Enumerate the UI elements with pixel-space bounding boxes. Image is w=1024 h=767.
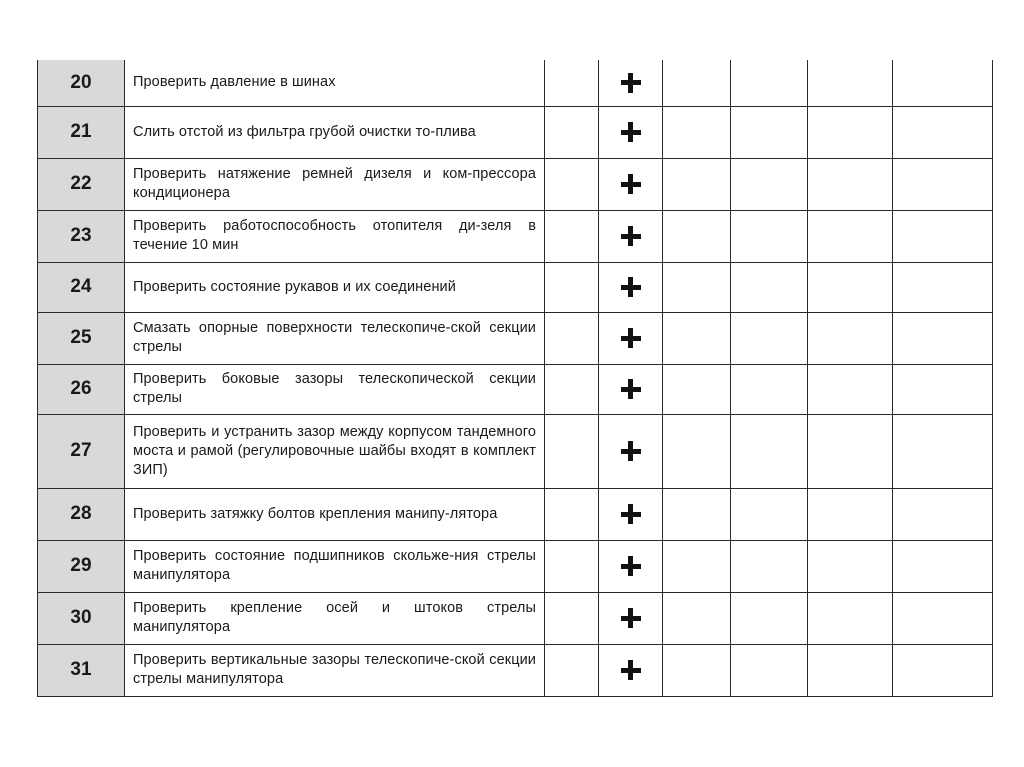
empty-cell xyxy=(545,210,599,262)
empty-cell xyxy=(663,364,731,414)
check-mark-cell xyxy=(599,488,663,540)
check-mark-cell xyxy=(599,312,663,364)
empty-cell xyxy=(545,644,599,696)
table-row xyxy=(38,106,993,158)
empty-cell xyxy=(731,312,808,364)
empty-cell xyxy=(808,414,893,488)
task-description: Проверить боковые зазоры телескопической секции стрелы xyxy=(125,364,545,414)
table-row xyxy=(38,414,993,488)
plus-icon xyxy=(621,73,641,93)
empty-cell xyxy=(893,414,993,488)
empty-cell xyxy=(808,488,893,540)
empty-cell xyxy=(663,312,731,364)
table-row xyxy=(38,488,993,540)
empty-cell xyxy=(663,60,731,106)
empty-cell xyxy=(893,60,993,106)
task-description: Смазать опорные поверхности телескопиче-ской секции стрелы xyxy=(125,312,545,364)
table-row xyxy=(38,312,993,364)
empty-cell xyxy=(663,644,731,696)
row-number: 24 xyxy=(38,262,125,312)
plus-icon xyxy=(621,608,641,628)
empty-cell xyxy=(731,210,808,262)
empty-cell xyxy=(731,262,808,312)
row-number: 22 xyxy=(38,158,125,210)
task-description: Проверить работоспособность отопителя ди-зеля в течение 10 мин xyxy=(125,210,545,262)
plus-icon xyxy=(621,174,641,194)
plus-icon xyxy=(621,441,641,461)
empty-cell xyxy=(663,414,731,488)
empty-cell xyxy=(893,312,993,364)
empty-cell xyxy=(545,364,599,414)
check-mark-cell xyxy=(599,414,663,488)
empty-cell xyxy=(731,158,808,210)
check-mark-cell xyxy=(599,592,663,644)
empty-cell xyxy=(893,592,993,644)
row-number: 20 xyxy=(38,60,125,106)
empty-cell xyxy=(893,488,993,540)
check-mark-cell xyxy=(599,540,663,592)
maintenance-checklist-table xyxy=(37,60,993,697)
empty-cell xyxy=(663,592,731,644)
row-number: 27 xyxy=(38,414,125,488)
empty-cell xyxy=(893,106,993,158)
row-number: 23 xyxy=(38,210,125,262)
empty-cell xyxy=(893,262,993,312)
empty-cell xyxy=(545,592,599,644)
empty-cell xyxy=(545,106,599,158)
table-row xyxy=(38,210,993,262)
plus-icon xyxy=(621,379,641,399)
empty-cell xyxy=(545,158,599,210)
empty-cell xyxy=(545,414,599,488)
plus-icon xyxy=(621,328,641,348)
plus-icon xyxy=(621,556,641,576)
empty-cell xyxy=(808,210,893,262)
empty-cell xyxy=(808,262,893,312)
empty-cell xyxy=(808,644,893,696)
empty-cell xyxy=(663,262,731,312)
check-mark-cell xyxy=(599,644,663,696)
row-number: 31 xyxy=(38,644,125,696)
task-description: Проверить вертикальные зазоры телескопиче-ской секции стрелы манипулятора xyxy=(125,644,545,696)
empty-cell xyxy=(808,540,893,592)
empty-cell xyxy=(663,488,731,540)
table-row xyxy=(38,60,993,106)
plus-icon xyxy=(621,660,641,680)
check-mark-cell xyxy=(599,158,663,210)
check-mark-cell xyxy=(599,262,663,312)
empty-cell xyxy=(545,540,599,592)
empty-cell xyxy=(731,414,808,488)
table-row xyxy=(38,644,993,696)
empty-cell xyxy=(893,644,993,696)
empty-cell xyxy=(663,106,731,158)
check-mark-cell xyxy=(599,210,663,262)
empty-cell xyxy=(808,158,893,210)
task-description: Проверить давление в шинах xyxy=(125,60,545,106)
empty-cell xyxy=(731,106,808,158)
empty-cell xyxy=(545,312,599,364)
empty-cell xyxy=(731,644,808,696)
task-description: Проверить состояние рукавов и их соединений xyxy=(125,262,545,312)
empty-cell xyxy=(731,488,808,540)
empty-cell xyxy=(893,158,993,210)
empty-cell xyxy=(545,60,599,106)
empty-cell xyxy=(545,488,599,540)
row-number: 30 xyxy=(38,592,125,644)
empty-cell xyxy=(663,540,731,592)
empty-cell xyxy=(731,540,808,592)
plus-icon xyxy=(621,277,641,297)
table-row xyxy=(38,592,993,644)
check-mark-cell xyxy=(599,106,663,158)
row-number: 29 xyxy=(38,540,125,592)
row-number: 26 xyxy=(38,364,125,414)
task-description: Проверить натяжение ремней дизеля и ком-прессора кондиционера xyxy=(125,158,545,210)
plus-icon xyxy=(621,122,641,142)
task-description: Проверить крепление осей и штоков стрелы манипулятора xyxy=(125,592,545,644)
empty-cell xyxy=(731,364,808,414)
empty-cell xyxy=(663,210,731,262)
empty-cell xyxy=(663,158,731,210)
task-description: Проверить затяжку болтов крепления манипу-лятора xyxy=(125,488,545,540)
row-number: 21 xyxy=(38,106,125,158)
check-mark-cell xyxy=(599,364,663,414)
task-description: Проверить состояние подшипников скольже-ния стрелы манипулятора xyxy=(125,540,545,592)
plus-icon xyxy=(621,226,641,246)
table-row xyxy=(38,540,993,592)
empty-cell xyxy=(545,262,599,312)
empty-cell xyxy=(808,106,893,158)
empty-cell xyxy=(808,312,893,364)
table-row xyxy=(38,262,993,312)
task-description: Слить отстой из фильтра грубой очистки то-плива xyxy=(125,106,545,158)
plus-icon xyxy=(621,504,641,524)
row-number: 28 xyxy=(38,488,125,540)
table-row xyxy=(38,364,993,414)
empty-cell xyxy=(808,592,893,644)
row-number: 25 xyxy=(38,312,125,364)
empty-cell xyxy=(731,60,808,106)
empty-cell xyxy=(731,592,808,644)
empty-cell xyxy=(893,540,993,592)
empty-cell xyxy=(893,210,993,262)
empty-cell xyxy=(893,364,993,414)
task-description: Проверить и устранить зазор между корпусом тандемного моста и рамой (регулировочные шайбы входят в комплект ЗИП) xyxy=(125,414,545,488)
empty-cell xyxy=(808,60,893,106)
table-row xyxy=(38,158,993,210)
empty-cell xyxy=(808,364,893,414)
check-mark-cell xyxy=(599,60,663,106)
